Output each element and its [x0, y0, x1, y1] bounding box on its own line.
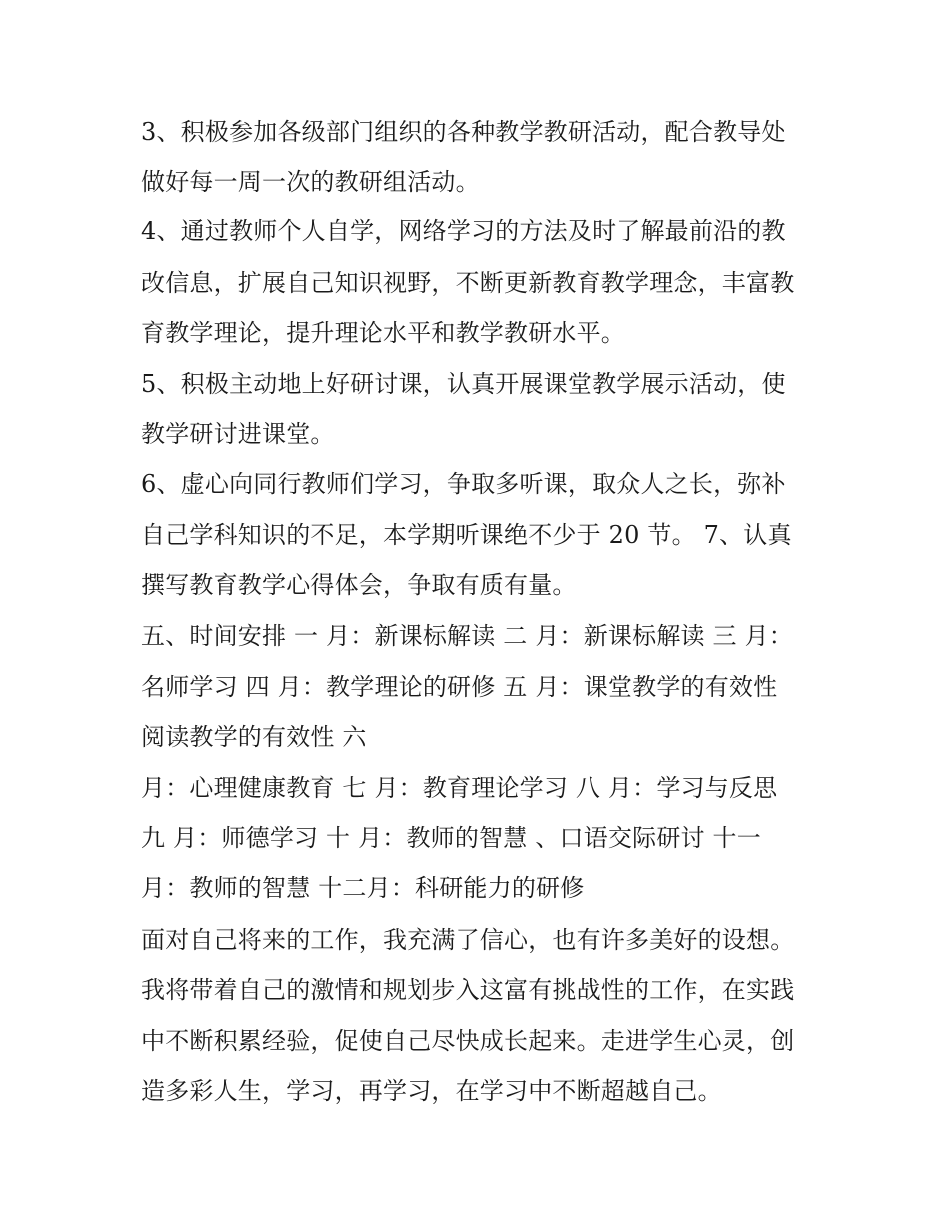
text-line: 中不断积累经验，促使自己尽快成长起来。走进学生心灵，创 [141, 1027, 795, 1055]
text-line: 做好每一周一次的教研组活动。 [141, 168, 480, 196]
text-line: 名师学习 四 月：教学理论的研修 五 月：课堂教学的有效性 [141, 673, 778, 701]
text-line: 月：心理健康教育 七 月：教育理论学习 八 月：学习与反思 [141, 774, 778, 802]
text-line: 造多彩人生，学习，再学习，在学习中不断超越自己。 [141, 1077, 722, 1105]
text-line: 阅读教学的有效性 六 [141, 723, 367, 751]
text-line: 我将带着自己的激情和规划步入这富有挑战性的工作，在实践 [141, 976, 795, 1004]
text-line: 3、积极参加各级部门组织的各种教学教研活动，配合教导处 [141, 118, 786, 146]
text-line: 撰写教育教学心得体会，争取有质有量。 [141, 571, 577, 599]
text-line: 5、积极主动地上好研讨课，认真开展课堂教学展示活动，使 [141, 370, 786, 398]
text-line: 自己学科知识的不足，本学期听课绝不少于 20 节。 7、认真 [141, 521, 792, 549]
text-line: 月：教师的智慧 十二月：科研能力的研修 [141, 874, 585, 902]
text-line: 改信息，扩展自己知识视野，不断更新教育教学理念，丰富教 [141, 269, 795, 297]
text-line: 育教学理论，提升理论水平和教学教研水平。 [141, 319, 625, 347]
text-line: 4、通过教师个人自学，网络学习的方法及时了解最前沿的教 [141, 217, 786, 245]
text-line: 6、虚心向同行教师们学习，争取多听课，取众人之长，弥补 [141, 470, 786, 498]
text-line: 五、时间安排 一 月：新课标解读 二 月：新课标解读 三 月： [141, 622, 793, 650]
text-line: 面对自己将来的工作，我充满了信心，也有许多美好的设想。 [141, 926, 795, 954]
text-line: 教学研讨进课堂。 [141, 420, 335, 448]
text-line: 九 月：师德学习 十 月：教师的智慧 、口语交际研讨 十一 [141, 824, 761, 852]
